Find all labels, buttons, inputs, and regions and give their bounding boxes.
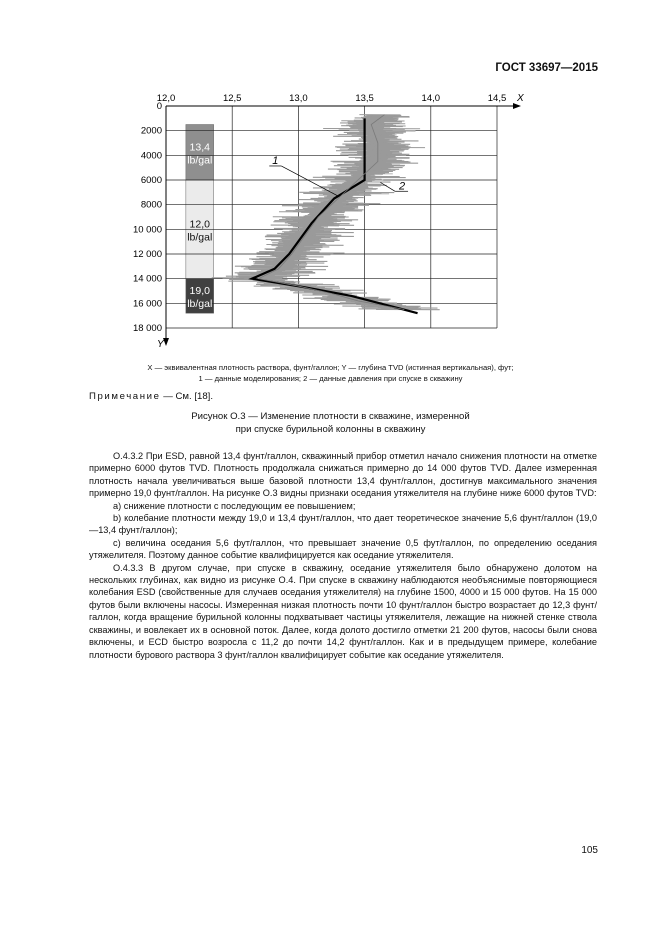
- callout-2-label: 2: [398, 180, 406, 193]
- zone-value-label-3: 19,0: [189, 284, 210, 297]
- list-item-c: c) величина оседания 5,6 фут/галлон, что превышает значение 0,5 фут/галлон, по определению оседания утяжелителя. Поэтому данное событие квалифицируется как оседание утяжелителя.: [89, 537, 597, 561]
- y-tick-label: 16 000: [132, 298, 162, 310]
- y-tick-label: 10 000: [132, 224, 162, 236]
- zone-unit-label-2: lb/gal: [187, 231, 213, 244]
- y-axis-label: Y: [157, 339, 164, 350]
- figure-caption-line-2: при спуске бурильной колонны в скважину: [235, 424, 426, 435]
- note-text: — См. [18].: [163, 391, 213, 402]
- list-item-b: b) колебание плотности между 19,0 и 13,4 фунт/галлон, что дает теоретическое значение 5,6 фунт/галлон (19,0—13,4 фунт/галлон);: [89, 513, 597, 536]
- callout-2-leader: [380, 182, 395, 191]
- y-axis-arrow: [163, 338, 169, 346]
- y-tick-label: 4000: [140, 150, 162, 162]
- list-item-a: a) снижение плотности с последующим ее повышением;: [113, 500, 356, 511]
- paragraph-o433: О.4.3.3 В другом случае, при спуске в скважину, оседание утяжелителя было обнаружено долотом на нескольких глубинах, как видно из рисунке О.4. При спуске в скважину наблюдаются необъяснимые повторяющиеся колебания ESD (свойственные для случаев оседания утяжелителя) на глубине 1500, 4000 и 15 000 футов. На 15 000 футов были включены насосы. Измеренная низкая плотность почти 10 фунт/галлон быстро возрастает до 12,3 фунт/галлон, когда вращение бурильной колонны подхватывает частицы утяжелителя, лежащие на нижней стенке ствола скважины, и вовлекает их в основной поток. Далее, когда долото достигло отметки 21 200 футов, насосы были снова включены, и ECD быстро возросла с 11,2 до почти 14,2 фунт/галлон. Как и в предыдущем примере, колебание плотности бурового раствора 3 фунт/галлон квалифицирует событие как оседание утяжелителя.: [89, 562, 597, 660]
- x-tick-label: 12,5: [222, 93, 242, 104]
- zone-value-label-2: 12,0: [189, 218, 210, 231]
- x-tick-label: 14,5: [487, 93, 507, 104]
- y-tick-label: 14 000: [132, 273, 162, 285]
- standard-header: ГОСТ 33697—2015: [495, 62, 598, 74]
- figure-caption-line-1: Рисунок О.3 — Изменение плотности в скважине, измеренной: [191, 411, 470, 422]
- y-tick-label: 12 000: [132, 249, 162, 260]
- x-tick-label: 14,0: [421, 93, 441, 104]
- y-tick-label: 8000: [140, 199, 162, 211]
- y-tick-label: 18 000: [132, 323, 162, 334]
- y-tick-label: 2000: [140, 125, 162, 137]
- x-tick-label: 12,0: [156, 93, 176, 104]
- body-text: [89, 450, 597, 661]
- density-chart: [0, 0, 661, 360]
- note: [89, 391, 213, 402]
- y-tick-label: 6000: [140, 175, 162, 186]
- zone-unit-label-3: lb/gal: [187, 297, 213, 310]
- x-axis-label: X: [517, 93, 524, 104]
- callout-1-label: 1: [272, 154, 279, 167]
- legend-line-2: 1 — данные моделирования; 2 — данные давления при спуске в скважину: [198, 374, 463, 383]
- x-tick-label: 13,5: [355, 93, 374, 104]
- paragraph-o432: О.4.3.2 При ESD, равной 13,4 фунт/галлон, скважинный прибор отметил начало снижения плотности на отметке примерно 6000 футов TVD. Плотность продолжала снижаться примерно до 14 000 футов TVD. Далее измеренная плотность начала увеличиваться выше базовой плотности 13,4 фунт/галлон, достигнув максимального значения примерно 19,0 фунт/галлон. На рисунке О.3 видны признаки оседания утяжелителя на глубине ниже 6000 футов TVD:: [89, 451, 597, 499]
- note-label: Примечание: [89, 391, 161, 402]
- zone-value-label-1: 13,4: [189, 141, 210, 154]
- legend-line-1: X — эквивалентная плотность раствора, фунт/галлон; Y — глубина TVD (истинная вертикальная), фут;: [147, 363, 514, 372]
- y-tick-label: 0: [156, 101, 162, 112]
- zone-unit-label-1: lb/gal: [187, 154, 213, 167]
- page-number: 105: [581, 845, 598, 856]
- x-tick-label: 13,0: [289, 93, 308, 104]
